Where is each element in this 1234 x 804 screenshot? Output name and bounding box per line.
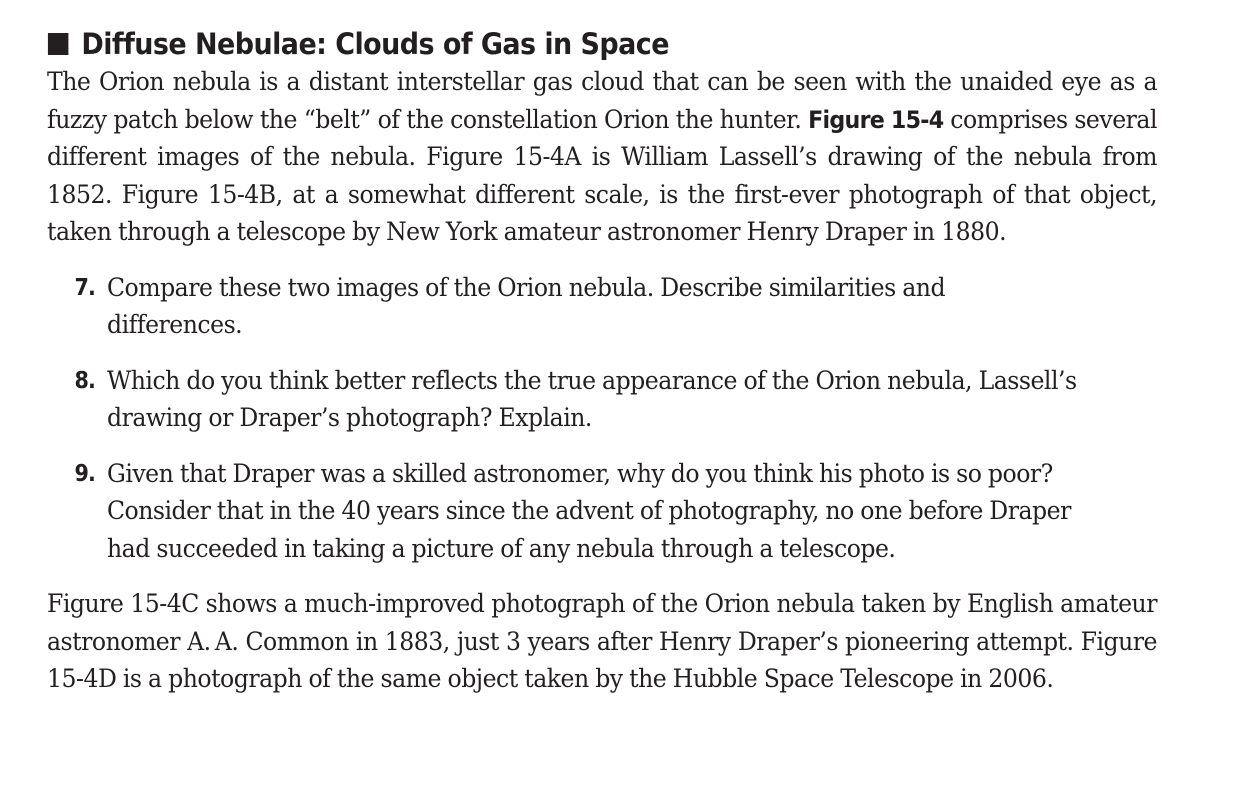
question-item <box>47 363 1157 438</box>
section-title: Diffuse Nebulae: Clouds of Gas in Space <box>81 27 669 61</box>
question-item <box>47 456 1157 569</box>
intro-text-before: The Orion nebula is a distant interstellar gas cloud that can be seen with the unaided eye as a fuzzy patch below the “belt” of the constellation Orion the hunter. <box>47 67 1157 135</box>
question-number: 8. <box>74 367 95 394</box>
document-page <box>47 24 1157 699</box>
intro-paragraph <box>47 64 1157 252</box>
figure-reference: Figure 15-4 <box>808 105 944 134</box>
question-text: Compare these two images of the Orion nebula. Describe similarities and differences. <box>107 272 946 340</box>
intro-text-after: comprises several different images of the nebula. Figure 15-4A is William Lassell’s drawing of the nebula from 1852. Figure 15-4B, at a somewhat different scale, is the first-ever photograph of that object, taken through a telescope by New York amateur astronomer Henry Draper in 1880. <box>47 104 1157 247</box>
question-item <box>47 270 1157 345</box>
question-number: 9. <box>74 460 95 487</box>
closing-paragraph: Figure 15-4C shows a much-improved photograph of the Orion nebula taken by English amateur astronomer A. A. Common in 1883, just 3 years after Henry Draper’s pioneering attempt. Figure 15-4D is a photograph of the same object taken by the Hubble Space Telescope in 2006. <box>47 589 1157 694</box>
question-list <box>47 270 1157 569</box>
square-bullet-icon <box>48 33 68 55</box>
question-number: 7. <box>74 274 95 301</box>
question-text: Which do you think better reflects the true appearance of the Orion nebula, Lassell’s drawing or Draper’s photograph? Explain. <box>107 365 1077 433</box>
section-heading <box>47 24 1079 64</box>
question-text: Given that Draper was a skilled astronomer, why do you think his photo is so poor? Consider that in the 40 years since the advent of photography, no one before Draper had succeeded in taking a picture of any nebula through a telescope. <box>107 458 1071 564</box>
